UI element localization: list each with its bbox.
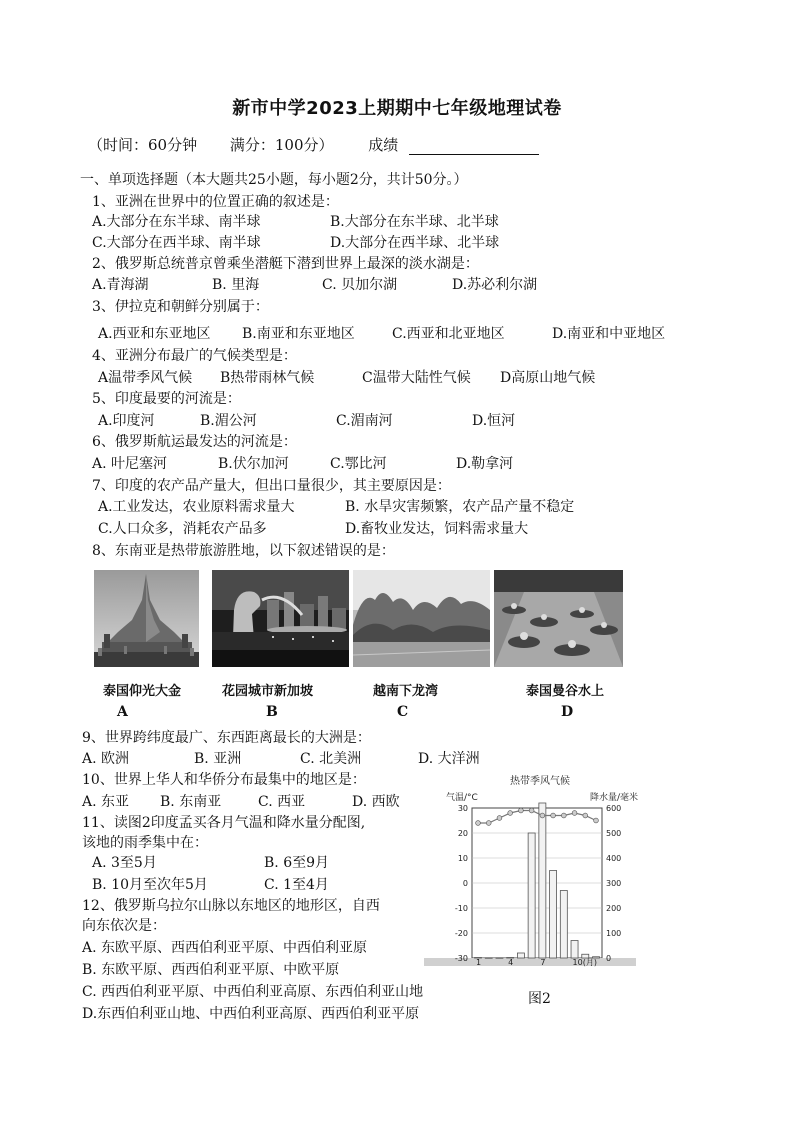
q11-option-d[interactable]: C. 1至4月 [264, 877, 329, 893]
temperature-point [508, 811, 513, 816]
score-label: 成绩 [368, 136, 399, 154]
q1-option-c[interactable]: C.大部分在西半球、南半球 [92, 235, 261, 251]
temperature-point [519, 808, 524, 813]
option-a-letter[interactable]: A [117, 704, 128, 720]
q12-option-d[interactable]: D.东西伯利亚山地、中西伯利亚高原、西西伯利亚平原 [82, 1006, 420, 1022]
precip-bar [539, 803, 546, 958]
right-tick-label: 0 [606, 954, 612, 963]
question-10: 10、世界上华人和华侨分布最集中的地区是： [82, 772, 366, 788]
q2-option-a[interactable]: A.青海湖 [92, 277, 149, 293]
left-tick-label: -20 [454, 929, 468, 938]
q6-option-b[interactable]: B.伏尔加河 [218, 456, 289, 472]
temperature-point [561, 813, 566, 818]
question-9: 9、世界跨纬度最广、东西距离最长的大洲是： [82, 730, 371, 746]
q9-option-d[interactable]: D. 大洋洲 [418, 751, 480, 767]
temperature-point [594, 818, 599, 823]
temperature-point [540, 813, 545, 818]
q10-option-a[interactable]: A. 东亚 [82, 794, 130, 810]
q2-option-c[interactable]: C. 贝加尔湖 [322, 277, 398, 293]
question-5: 5、印度最要的河流是： [92, 391, 241, 407]
question-4: 4、亚洲分布最广的气候类型是： [92, 348, 297, 364]
q4-option-d[interactable]: D高原山地气候 [500, 370, 596, 386]
question-3: 3、伊拉克和朝鲜分别属于： [92, 299, 269, 315]
right-tick-label: 100 [606, 929, 622, 938]
q5-option-b[interactable]: B.湄公河 [200, 413, 257, 429]
q3-option-a[interactable]: A.西亚和东亚地区 [98, 326, 211, 342]
figure-label: 图2 [528, 991, 551, 1007]
q11-option-b[interactable]: B. 6至9月 [264, 855, 330, 871]
q9-option-a[interactable]: A. 欧洲 [82, 751, 130, 767]
temperature-point [551, 813, 556, 818]
question-11-cont: 该地的雨季集中在： [82, 835, 208, 851]
q1-option-a[interactable]: A.大部分在东半球、南半球 [92, 214, 261, 230]
precip-bar [528, 833, 535, 958]
page-title: 新市中学2023上期期中七年级地理试卷 [232, 98, 562, 119]
temperature-point [497, 816, 502, 821]
q10-option-c[interactable]: C. 西亚 [258, 794, 306, 810]
q5-option-a[interactable]: A.印度河 [98, 413, 155, 429]
q1-option-d[interactable]: D.大部分在西半球、北半球 [330, 235, 500, 251]
q6-option-c[interactable]: C.鄂比河 [330, 456, 387, 472]
right-axis-label: 降水量/毫米 [590, 793, 639, 803]
q1-option-b[interactable]: B.大部分在东半球、北半球 [330, 214, 499, 230]
photo-singapore[interactable] [212, 570, 349, 667]
q12-option-b[interactable]: B. 东欧平原、西西伯利亚平原、中欧平原 [82, 962, 340, 978]
left-tick-label: -30 [454, 954, 468, 963]
temperature-point [529, 808, 534, 813]
climate-chart [420, 770, 640, 970]
q2-option-d[interactable]: D.苏必利尔湖 [452, 277, 538, 293]
q12-option-a[interactable]: A. 东欧平原、西西伯利亚平原、中西伯利亚原 [82, 940, 368, 956]
question-12-cont: 向东依次是： [82, 918, 166, 934]
exam-full-score: 满分：100分） [229, 136, 334, 154]
q4-option-c[interactable]: C温带大陆性气候 [362, 370, 471, 386]
right-tick-label: 300 [606, 879, 622, 888]
question-11: 11、读图2印度孟买各月气温和降水量分配图, [82, 815, 366, 831]
right-tick-label: 400 [606, 854, 622, 863]
precip-bar [550, 871, 557, 959]
q9-option-b[interactable]: B. 亚洲 [194, 751, 242, 767]
q7-option-b[interactable]: B. 水旱灾害频繁，农产品产量不稳定 [345, 499, 575, 515]
section-heading: 一、单项选择题（本大题共25小题，每小题2分，共计50分。） [80, 172, 468, 188]
right-tick-label: 600 [606, 804, 622, 813]
q12-option-c[interactable]: C. 西西伯利亚平原、中西伯利亚高原、东西伯利亚山地 [82, 984, 424, 1000]
q7-option-a[interactable]: A.工业发达，农业原料需求量大 [98, 499, 295, 515]
x-tick-label: 10(月) [572, 958, 597, 967]
exam-meta [88, 134, 539, 155]
x-tick-label: 1 [476, 958, 482, 967]
option-c-letter[interactable]: C [397, 704, 409, 720]
photo-halong-bay[interactable] [353, 570, 490, 667]
left-axis-label: 气温/°C [446, 793, 478, 803]
temperature-point [486, 821, 491, 826]
q11-option-c[interactable]: B. 10月至次年5月 [92, 877, 208, 893]
q6-option-a[interactable]: A. 叶尼塞河 [92, 456, 168, 472]
x-tick-label: 7 [540, 958, 546, 967]
q3-option-d[interactable]: D.南亚和中亚地区 [552, 326, 666, 342]
left-tick-label: 20 [457, 829, 468, 838]
question-8: 8、东南亚是热带旅游胜地，以下叙述错误的是： [92, 543, 395, 559]
right-tick-label: 200 [606, 904, 622, 913]
precip-bar [517, 953, 524, 958]
q10-option-d[interactable]: D. 西欧 [352, 794, 400, 810]
q2-option-b[interactable]: B. 里海 [212, 277, 260, 293]
q5-option-c[interactable]: C.湄南河 [336, 413, 393, 429]
left-tick-label: 10 [457, 854, 468, 863]
option-d-letter[interactable]: D [561, 704, 574, 720]
q4-option-b[interactable]: B热带雨林气候 [220, 370, 315, 386]
q5-option-d[interactable]: D.恒河 [472, 413, 516, 429]
q11-option-a[interactable]: A. 3至5月 [92, 855, 157, 871]
temperature-point [572, 811, 577, 816]
q6-option-d[interactable]: D.勒拿河 [456, 456, 514, 472]
photo-pagoda[interactable] [94, 570, 199, 667]
precip-bar [571, 941, 578, 959]
chart-title: 热带季风气候 [510, 776, 570, 787]
x-tick-label: 4 [508, 958, 514, 967]
left-tick-label: 30 [457, 804, 468, 813]
photo-b-caption: 花园城市新加坡 [222, 684, 314, 699]
q9-option-c[interactable]: C. 北美洲 [300, 751, 362, 767]
score-blank[interactable] [409, 138, 539, 155]
exam-time: （时间：60分钟 [88, 136, 198, 154]
q3-option-c[interactable]: C.西亚和北亚地区 [392, 326, 505, 342]
photo-floating-market[interactable] [494, 570, 623, 667]
q10-option-b[interactable]: B. 东南亚 [160, 794, 222, 810]
photo-a-caption: 泰国仰光大金 [103, 684, 182, 699]
q4-option-a[interactable]: A温带季风气候 [98, 370, 193, 386]
q3-option-b[interactable]: B.南亚和东亚地区 [242, 326, 355, 342]
q7-option-d[interactable]: D.畜牧业发达，饲料需求量大 [345, 521, 529, 537]
question-7: 7、印度的农产品产量大，但出口量很少，其主要原因是： [92, 478, 451, 494]
temperature-point [583, 813, 588, 818]
question-12: 12、俄罗斯乌拉尔山脉以东地区的地形区，自西 [82, 898, 380, 914]
precip-bar [485, 958, 492, 959]
q7-option-c[interactable]: C.人口众多，消耗农产品多 [98, 521, 267, 537]
photo-d-caption: 泰国曼谷水上 [526, 684, 605, 699]
temperature-point [476, 821, 481, 826]
option-b-letter[interactable]: B [266, 704, 278, 720]
left-tick-label: -10 [454, 904, 468, 913]
question-6: 6、俄罗斯航运最发达的河流是： [92, 434, 297, 450]
question-1: 1、亚洲在世界中的位置正确的叙述是： [92, 194, 339, 210]
precip-bar [560, 891, 567, 959]
right-tick-label: 500 [606, 829, 622, 838]
precip-bar [496, 958, 503, 959]
left-tick-label: 0 [462, 879, 468, 888]
photo-c-caption: 越南下龙湾 [373, 684, 439, 699]
question-2: 2、俄罗斯总统普京曾乘坐潜艇下潜到世界上最深的淡水湖是： [92, 256, 479, 272]
